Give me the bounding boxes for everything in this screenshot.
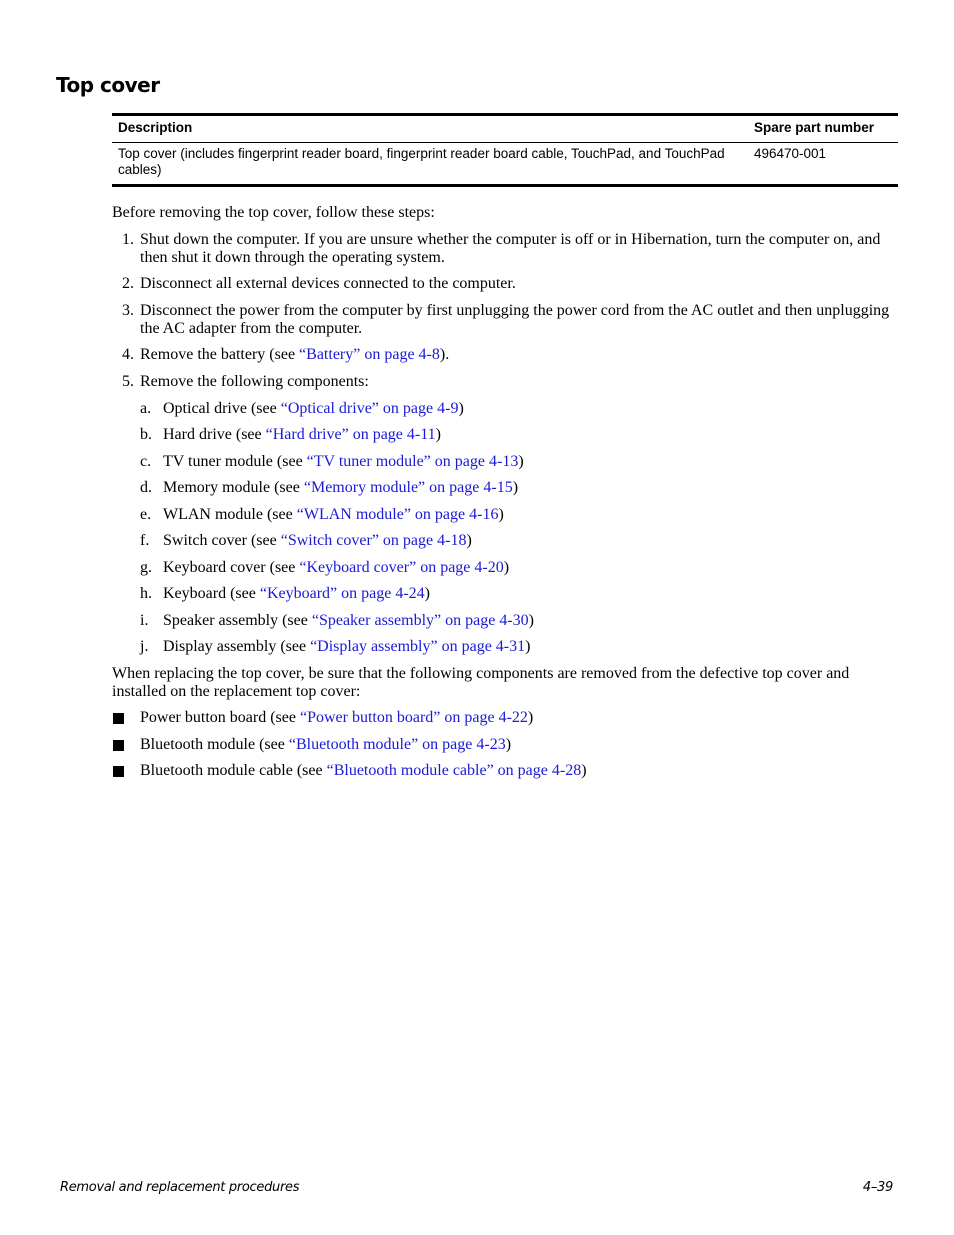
component-text: Optical drive (see — [163, 399, 281, 417]
component-letter: f. — [140, 532, 150, 549]
step-number: 5. — [122, 372, 134, 390]
description-cell: Top cover (includes fingerprint reader board, fingerprint reader board cable, TouchPad, and TouchPad cables) — [118, 146, 725, 177]
bullet-text: Bluetooth module (see — [140, 735, 289, 753]
step-text-prefix: Remove the battery (see — [140, 346, 300, 363]
component-item — [140, 559, 898, 577]
component-item — [140, 453, 898, 471]
optical-drive-link[interactable]: “Optical drive” on page 4-9 — [280, 399, 459, 417]
component-text: Hard drive (see — [163, 426, 266, 443]
step-item — [112, 302, 898, 338]
spare-part-number-cell: 496470-001 — [754, 146, 827, 161]
hard-drive-link[interactable]: “Hard drive” on page 4-11 — [265, 426, 436, 443]
step-text: Shut down the computer. If you are unsure whether the computer is off or in Hibernation, turn the computer on, and then shut it down through the operating system. — [140, 230, 881, 266]
component-letter: j. — [140, 638, 149, 655]
component-text: Speaker assembly (see — [163, 611, 312, 629]
transfer-components-list — [112, 709, 898, 780]
bullet-suffix: ) — [581, 762, 587, 779]
component-suffix: ) — [424, 585, 430, 602]
step-text: Disconnect the power from the computer by first unplugging the power cord from the AC outlet and then unplugging the AC adapter from the computer. — [140, 301, 890, 337]
memory-module-link[interactable]: “Memory module” on page 4-15 — [303, 479, 513, 496]
components-list — [140, 400, 898, 657]
spare-parts-table — [112, 113, 898, 187]
component-suffix: ) — [466, 532, 472, 549]
list-item — [112, 709, 898, 727]
step-number: 4. — [122, 346, 134, 363]
component-text: Display assembly (see — [163, 638, 311, 655]
component-item — [140, 400, 898, 418]
wlan-module-link[interactable]: “WLAN module” on page 4-16 — [296, 505, 499, 523]
component-letter: h. — [140, 585, 152, 602]
step-item — [112, 275, 898, 293]
component-text: Memory module (see — [163, 479, 304, 496]
procedure-body — [112, 204, 898, 789]
replacing-paragraph: When replacing the top cover, be sure that the following components are removed from the defective top cover and installed on the replacement top cover: — [112, 664, 850, 700]
step-text: Disconnect all external devices connected to the computer. — [140, 275, 516, 292]
square-bullet-icon — [113, 740, 124, 751]
component-item — [140, 479, 898, 497]
square-bullet-icon — [113, 713, 124, 724]
list-item — [112, 736, 898, 754]
footer-section-title: Removal and replacement procedures — [60, 1180, 300, 1195]
component-text: Switch cover (see — [163, 532, 281, 549]
page-number: 4–39 — [862, 1180, 893, 1195]
page-title: Top cover — [56, 73, 160, 98]
component-letter: e. — [140, 505, 152, 523]
bullet-suffix: ) — [505, 735, 512, 753]
column-header-description: Description — [112, 115, 748, 143]
component-letter: c. — [140, 452, 152, 470]
step-number: 3. — [122, 301, 134, 319]
table-header-row — [112, 115, 898, 143]
keyboard-cover-link[interactable]: “Keyboard cover” on page 4-20 — [299, 558, 504, 576]
intro-paragraph: Before removing the top cover, follow these steps: — [112, 204, 435, 221]
component-item — [140, 585, 898, 603]
step-item — [112, 373, 898, 657]
component-text: TV tuner module (see — [163, 452, 307, 470]
component-suffix: ) — [458, 399, 464, 417]
component-letter: d. — [140, 479, 152, 496]
component-item — [140, 612, 898, 630]
component-suffix: ) — [528, 611, 534, 629]
component-suffix: ) — [525, 638, 531, 655]
component-item — [140, 426, 898, 444]
component-text: Keyboard (see — [163, 585, 260, 602]
square-bullet-icon — [113, 766, 124, 777]
display-assembly-link[interactable]: “Display assembly” on page 4-31 — [310, 638, 526, 655]
component-suffix: ) — [498, 505, 504, 523]
component-suffix: ) — [518, 452, 524, 470]
step-number: 1. — [122, 230, 134, 248]
component-letter: b. — [140, 426, 152, 443]
keyboard-link[interactable]: “Keyboard” on page 4-24 — [259, 585, 425, 602]
component-text: WLAN module (see — [163, 505, 297, 523]
component-item — [140, 638, 898, 656]
step-item — [112, 346, 898, 364]
bullet-text: Bluetooth module cable (see — [140, 762, 327, 779]
bluetooth-module-link[interactable]: “Bluetooth module” on page 4-23 — [288, 735, 506, 753]
power-button-board-link[interactable]: “Power button board” on page 4-22 — [299, 709, 528, 726]
component-letter: i. — [140, 611, 149, 629]
component-letter: g. — [140, 558, 152, 576]
step-item — [112, 231, 898, 267]
bullet-text: Power button board (see — [140, 709, 300, 726]
component-item — [140, 506, 898, 524]
component-suffix: ) — [503, 558, 510, 576]
bluetooth-module-cable-link[interactable]: “Bluetooth module cable” on page 4-28 — [326, 762, 582, 779]
component-suffix: ) — [512, 479, 519, 496]
step-text: Remove the following components: — [140, 372, 369, 390]
list-item — [112, 762, 898, 780]
removal-steps-list — [112, 231, 898, 657]
step-text-suffix: ). — [439, 346, 450, 363]
tv-tuner-module-link[interactable]: “TV tuner module” on page 4-13 — [306, 452, 519, 470]
component-item — [140, 532, 898, 550]
column-header-spare-part: Spare part number — [748, 115, 898, 143]
component-text: Keyboard cover (see — [163, 558, 300, 576]
bullet-suffix: ) — [527, 709, 534, 726]
battery-link[interactable]: “Battery” on page 4-8 — [299, 346, 440, 363]
component-letter: a. — [140, 399, 152, 417]
speaker-assembly-link[interactable]: “Speaker assembly” on page 4-30 — [311, 611, 529, 629]
switch-cover-link[interactable]: “Switch cover” on page 4-18 — [280, 532, 467, 549]
table-row — [112, 143, 898, 186]
step-number: 2. — [122, 275, 134, 292]
component-suffix: ) — [435, 426, 441, 443]
